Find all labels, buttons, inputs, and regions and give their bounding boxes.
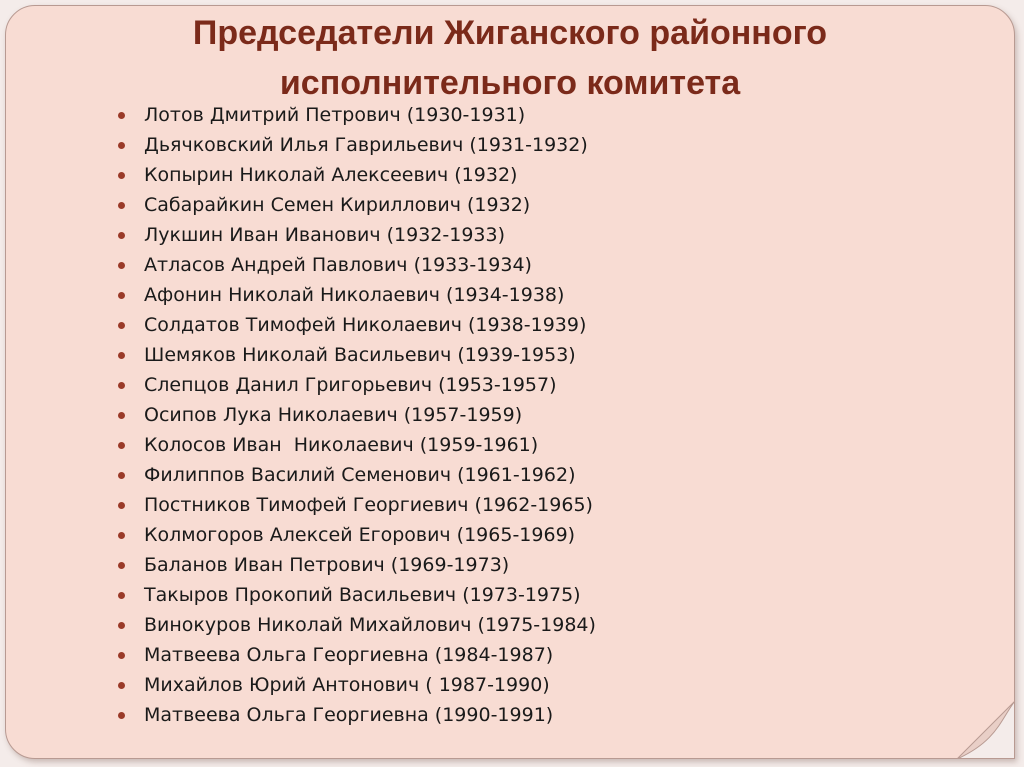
list-item — [114, 550, 596, 580]
list-item-text: Такыров Прокопий Васильевич (1973-1975) — [144, 584, 581, 606]
list-item-text: Матвеева Ольга Георгиевна (1990-1991) — [144, 704, 554, 726]
list-item-text: Атласов Андрей Павлович (1933-1934) — [144, 254, 532, 276]
bullet-dot-icon — [118, 712, 125, 719]
list-item — [114, 400, 596, 430]
list-item-text: Матвеева Ольга Георгиевна (1984-1987) — [144, 644, 554, 666]
list-item — [114, 460, 596, 490]
list-item — [114, 640, 596, 670]
bullet-dot-icon — [118, 322, 125, 329]
list-item — [114, 370, 596, 400]
list-item — [114, 520, 596, 550]
list-item-text: Винокуров Николай Михайлович (1975-1984) — [144, 614, 596, 636]
list-item — [114, 100, 596, 130]
list-item — [114, 160, 596, 190]
bullet-dot-icon — [118, 382, 125, 389]
bullet-dot-icon — [118, 232, 125, 239]
list-item-text: Осипов Лука Николаевич (1957-1959) — [144, 404, 523, 426]
bullet-dot-icon — [118, 412, 125, 419]
bullet-dot-icon — [118, 592, 125, 599]
list-item-text: Михайлов Юрий Антонович ( 1987-1990) — [144, 674, 550, 696]
list-item — [114, 250, 596, 280]
list-item — [114, 700, 596, 730]
list-item — [114, 610, 596, 640]
list-item-text: Филиппов Василий Семенович (1961-1962) — [144, 464, 576, 486]
list-item-text: Копырин Николай Алексеевич (1932) — [144, 164, 518, 186]
list-item — [114, 670, 596, 700]
list-item-text: Колмогоров Алексей Егорович (1965-1969) — [144, 524, 576, 546]
bullet-dot-icon — [118, 682, 125, 689]
page-curl-icon — [957, 701, 1015, 759]
list-item-text: Лукшин Иван Иванович (1932-1933) — [144, 224, 506, 246]
bullet-dot-icon — [118, 202, 125, 209]
list-item-text: Солдатов Тимофей Николаевич (1938-1939) — [144, 314, 587, 336]
list-item-text: Баланов Иван Петрович (1969-1973) — [144, 554, 510, 576]
chairmen-list — [114, 100, 596, 730]
list-item — [114, 580, 596, 610]
list-item — [114, 490, 596, 520]
list-item-text: Афонин Николай Николаевич (1934-1938) — [144, 284, 565, 306]
bullet-dot-icon — [118, 652, 125, 659]
slide-title — [6, 8, 1014, 108]
list-item — [114, 280, 596, 310]
bullet-dot-icon — [118, 112, 125, 119]
bullet-dot-icon — [118, 532, 125, 539]
list-item-text: Лотов Дмитрий Петрович (1930-1931) — [144, 104, 526, 126]
bullet-dot-icon — [118, 262, 125, 269]
list-item — [114, 340, 596, 370]
list-item-text: Колосов Иван Николаевич (1959-1961) — [144, 434, 539, 456]
list-item — [114, 220, 596, 250]
slide — [5, 5, 1015, 759]
bullet-dot-icon — [118, 352, 125, 359]
list-item-text: Постников Тимофей Георгиевич (1962-1965) — [144, 494, 593, 516]
list-item-text: Сабарайкин Семен Кириллович (1932) — [144, 194, 531, 216]
list-item — [114, 430, 596, 460]
bullet-dot-icon — [118, 502, 125, 509]
list-item-text: Шемяков Николай Васильевич (1939-1953) — [144, 344, 576, 366]
list-item-text: Слепцов Данил Григорьевич (1953-1957) — [144, 374, 557, 396]
bullet-dot-icon — [118, 442, 125, 449]
bullet-dot-icon — [118, 292, 125, 299]
list-item-text: Дьячковский Илья Гаврильевич (1931-1932) — [144, 134, 588, 156]
bullet-dot-icon — [118, 562, 125, 569]
bullet-dot-icon — [118, 472, 125, 479]
bullet-dot-icon — [118, 622, 125, 629]
bullet-dot-icon — [118, 172, 125, 179]
list-item — [114, 190, 596, 220]
list-item — [114, 130, 596, 160]
list-item — [114, 310, 596, 340]
bullet-dot-icon — [118, 142, 125, 149]
slide-title-line-2: исполнительного комитета — [279, 64, 741, 102]
slide-title-line-1: Председатели Жиганского районного — [192, 14, 828, 52]
